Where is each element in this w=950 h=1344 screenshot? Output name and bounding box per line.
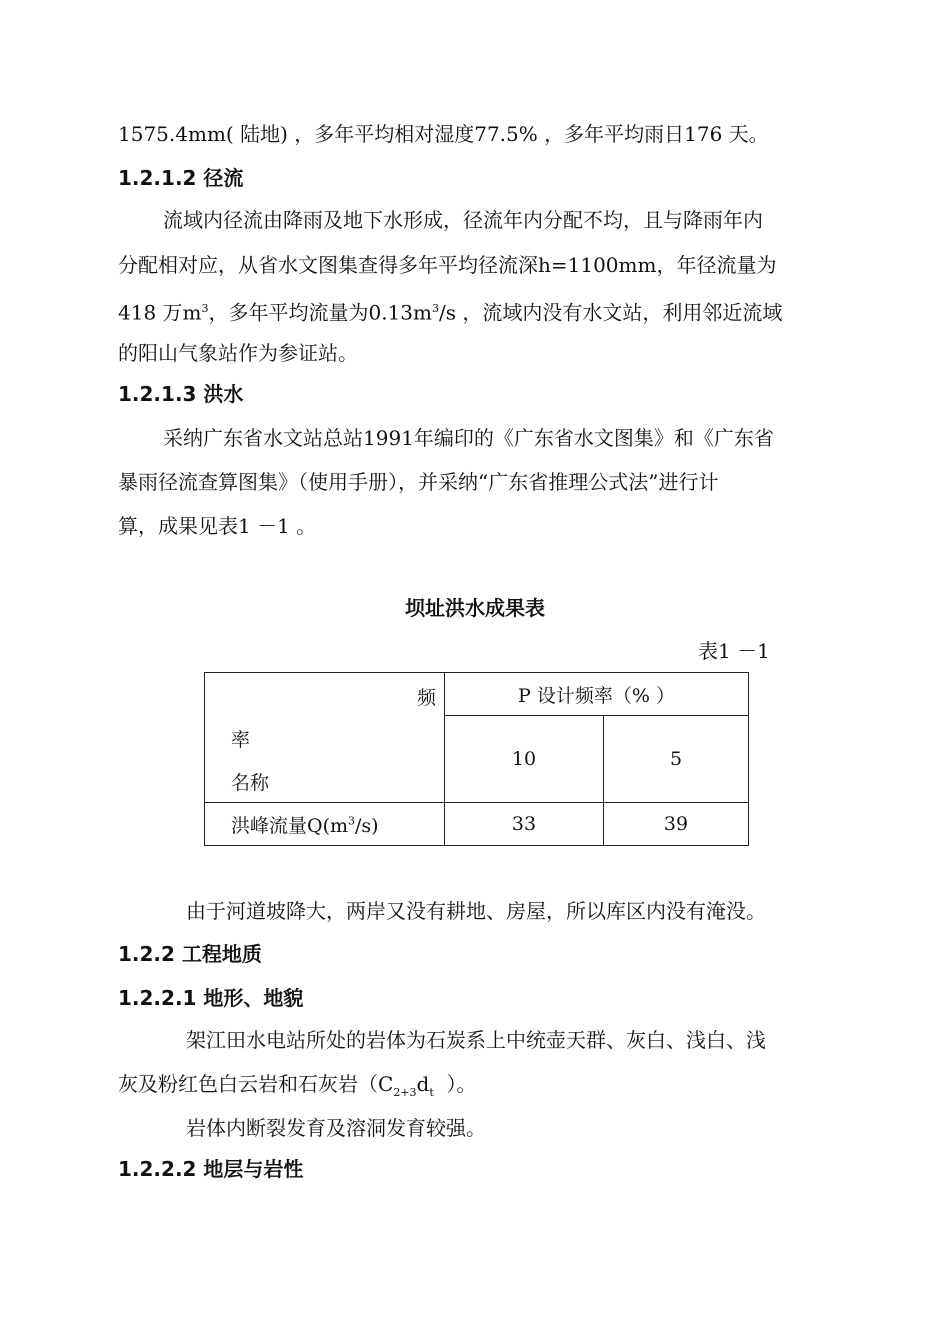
- heading-strata: 1.2.2.2 地层与岩性: [118, 1157, 304, 1181]
- text-no-submerge: 由于河道坡降大，两岸又没有耕地、房屋，所以库区内没有淹没。: [186, 899, 766, 923]
- heading-terrain: 1.2.2.1 地形、地貌: [118, 986, 304, 1010]
- text-flood-line2: 暴雨径流查算图集》（使用手册），并采纳“广东省推理公式法”进行计: [118, 470, 719, 494]
- text-flood-line1: 采纳广东省水文站总站1991年编印的《广东省水文图集》和《广东省: [163, 426, 774, 450]
- table-number: 表1 －1: [698, 639, 770, 663]
- corner-label-rate: 率: [231, 729, 251, 751]
- table-corner-cell: [205, 673, 445, 803]
- text-runoff-line3: 418 万$m^3$，多年平均流量为$0.13m^3/s$ ，流域内没有水文站，利用邻近流域: [118, 300, 783, 325]
- freq-5-cell: 5: [604, 716, 749, 803]
- corner-label-freq: 频: [416, 687, 436, 709]
- heading-runoff: 1.2.1.2 径流: [118, 166, 244, 190]
- peak-flow-label-cell: 洪峰流量$Q(m^3/s)$: [205, 803, 445, 846]
- peak-flow-10-cell: 33: [445, 803, 604, 846]
- text-rock-line1: 架江田水电站所处的岩体为石炭系上中统壶天群、灰白、浅白、浅: [186, 1028, 766, 1052]
- text-line-humidity: 1575.4mm( 陆地) ，多年平均相对湿度77.5% ，多年平均雨日176 天。: [118, 122, 769, 146]
- text-runoff-line4: 的阳山气象站作为参证站。: [118, 341, 358, 365]
- text-runoff-line1: 流域内径流由降雨及地下水形成，径流年内分配不均，且与降雨年内: [163, 208, 763, 232]
- peak-flow-5-cell: 39: [604, 803, 749, 846]
- heading-geology: 1.2.2 工程地质: [118, 942, 262, 966]
- text-rock-line2: 灰及粉红色白云岩和石灰岩（$C_{2+3}d_t$ ）。: [118, 1072, 477, 1099]
- freq-10-cell: 10: [445, 716, 604, 803]
- text-flood-line3: 算，成果见表1 －1 。: [118, 514, 317, 538]
- text-fracture: 岩体内断裂发育及溶洞发育较强。: [186, 1116, 486, 1140]
- freq-header-cell: P 设计频率（% ）: [445, 673, 749, 716]
- flood-results-table: [204, 672, 749, 846]
- heading-flood: 1.2.1.3 洪水: [118, 382, 244, 406]
- text-runoff-line2: 分配相对应，从省水文图集查得多年平均径流深h=1100mm，年径流量为: [118, 253, 777, 277]
- corner-label-name: 名称: [231, 772, 270, 794]
- table-title: 坝址洪水成果表: [405, 596, 545, 620]
